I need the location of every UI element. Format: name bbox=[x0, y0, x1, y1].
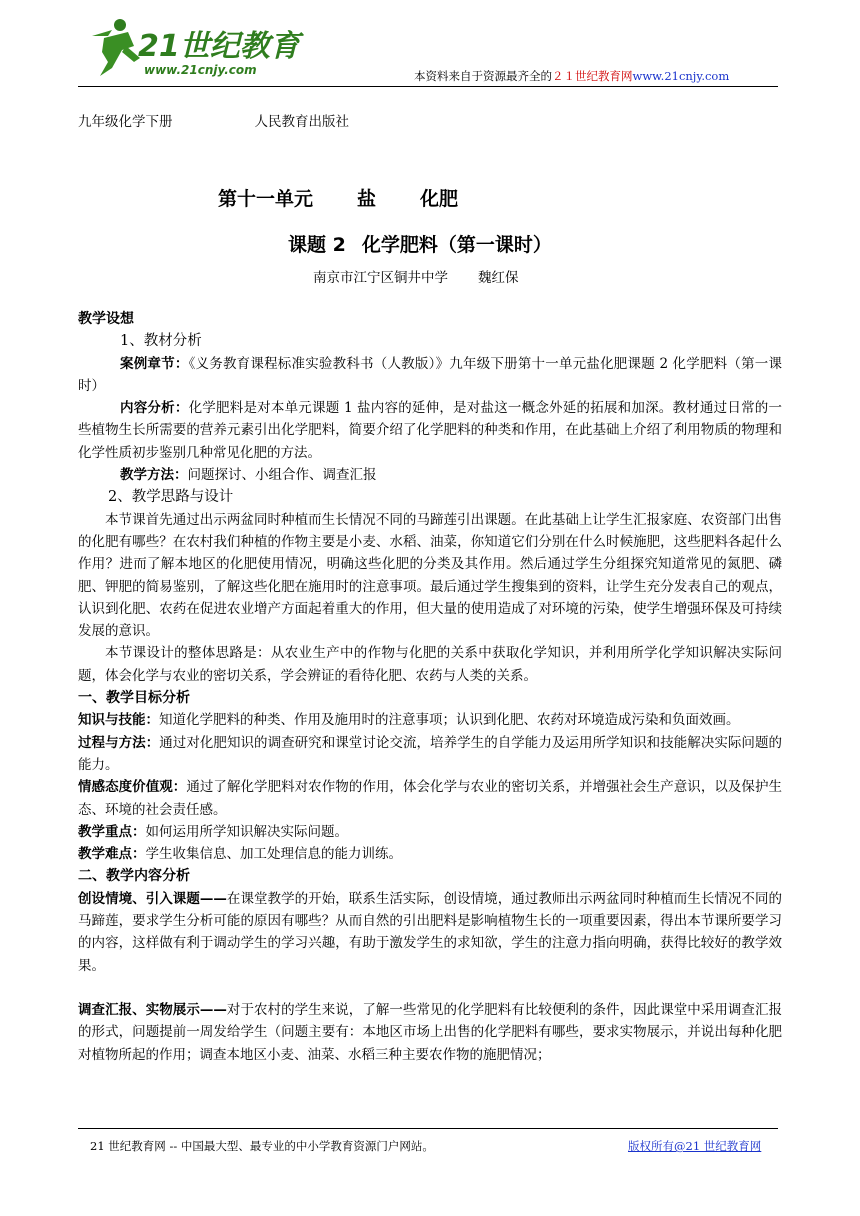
paragraph-emotion: 情感态度价值观：通过了解化学肥料对农作物的作用，体会化学与农业的密切关系，并增强社会生产意识，以及保护生态、环境的社会责任感。 bbox=[78, 779, 783, 818]
book-publisher: 人民教育出版社 bbox=[254, 114, 349, 130]
book-grade: 九年级化学下册 bbox=[78, 114, 173, 130]
logo-url: www.21cnjy.com bbox=[144, 63, 257, 77]
paragraph-knowledge: 知识与技能：知道化学肥料的种类、作用及施用时的注意事项；认识到化肥、农药对环境造成污染和负面效画。 bbox=[78, 712, 740, 729]
paragraph-intro: 创设情境、引入课题——在课堂教学的开始，联系生活实际，创设情境，通过教师出示两盆同时种植而生长情况不同的马蹄莲，要求学生分析可能的原因有哪些？从而自然的引出肥料是影响植物生长的一项重要因素，得出本节课所要学习的内容，这样做有利于调动学生的学习兴趣，有助于激发学生的求知欲，学生的注意力指向明确，获得比较好的教学效果。 bbox=[78, 890, 783, 974]
footer-tagline: 21 世纪教育网 -- 中国最大型、最专业的中小学教育资源门户网站。 bbox=[90, 1139, 434, 1153]
header-note bbox=[414, 68, 729, 84]
lesson-number: 课题 2 bbox=[288, 234, 346, 256]
unit-number: 第十一单元 bbox=[218, 188, 314, 210]
header-note-prefix: 本资料来自于资源最齐全的 bbox=[414, 69, 552, 83]
site-logo bbox=[82, 16, 322, 84]
paragraph-key-point: 教学重点：如何运用所学知识解决实际问题。 bbox=[78, 823, 348, 840]
lesson-name: 化学肥料（第一课时） bbox=[361, 234, 552, 256]
author-school: 南京市江宁区铜井中学 bbox=[313, 270, 448, 286]
paragraph-design: 本节课首先通过出示两盆同时种植而生长情况不同的马蹄莲引出课题。在此基础上让学生汇报家庭、农资部门出售的化肥有哪些？在农村我们种植的作物主要是小麦、水稻、油菜，你知道它们分别在什么时候施肥，这些肥料各起什么作用？进而了解本地区的化肥使用情况，明确这些化肥的分类及其作用。然后通过学生分组探究知道常见的氮肥、磷肥、钾肥的简易鉴别，了解这些化肥在施用时的注意事项。最后通过学生搜集到的资料，让学生充分发表自己的观点，认识到化肥、农药在促进农业增产方面起着重大的作用，但大量的使用造成了对环境的污染，使学生增强环保及可持续发展的意识。 bbox=[78, 511, 782, 640]
paragraph-process: 过程与方法：通过对化肥知识的调查研究和课堂讨论交流，培养学生的自学能力及运用所学知识和技能解决实际问题的能力。 bbox=[78, 734, 783, 773]
paragraph-content: 内容分析：化学肥料是对本单元课题 1 盐内容的延伸，是对盐这一概念外延的拓展和加深。教材通过日常的一些植物生长所需要的营养元素引出化学肥料，简要介绍了化学肥料的种类和作用，在此基础上介绍了利用物质的物理和化学性质初步鉴别几种常见化肥的方法。 bbox=[78, 400, 783, 461]
author-name: 魏红保 bbox=[478, 270, 519, 286]
author-line bbox=[313, 266, 519, 286]
header-note-brand: ２１世纪教育网 bbox=[552, 69, 633, 83]
unit-topic-salt: 盐 bbox=[357, 188, 377, 210]
subsection-heading: 1、教材分析 bbox=[120, 333, 202, 350]
section-heading: 二、教学内容分析 bbox=[78, 868, 190, 885]
paragraph-survey: 调查汇报、实物展示——对于农村的学生来说，了解一些常见的化学肥料有比较便利的条件，因此课堂中采用调查汇报的形式，问题提前一周发给学生（问题主要有：本地区市场上出售的化学肥料有哪些，要求实物展示，并说出每种化肥对植物所起的作用；调查本地区小麦、油菜、水稻三种主要农作物的施肥情况； bbox=[78, 1001, 783, 1063]
paragraph-design: 本节课设计的整体思路是：从农业生产中的作物与化肥的关系中获取化学知识，并利用所学化学知识解决实际问题，体会化学与农业的密切关系，学会辨证的看待化肥、农药与人类的关系。 bbox=[78, 645, 782, 684]
unit-topic-fertilizer: 化肥 bbox=[420, 188, 459, 210]
header-note-url[interactable]: www.21cnjy.com bbox=[632, 69, 730, 83]
running-figure-icon bbox=[92, 19, 140, 76]
paragraph-gap bbox=[78, 977, 782, 999]
section-heading: 一、教学目标分析 bbox=[78, 690, 190, 707]
footer-copyright-link[interactable]: 版权所有@21 世纪教育网 bbox=[628, 1139, 762, 1153]
paragraph-chapter: 案例章节：《义务教育课程标准实验教科书（人教版）》九年级下册第十一单元盐化肥课题 2 化学肥料（第一课时） bbox=[78, 355, 783, 394]
book-info bbox=[78, 110, 349, 130]
header-divider bbox=[78, 86, 778, 87]
paragraph-method: 教学方法：问题探讨、小组合作、调查汇报 bbox=[120, 467, 377, 484]
subsection-heading: 2、教学思路与设计 bbox=[108, 489, 234, 506]
document-body bbox=[78, 308, 782, 1066]
paragraph-difficulty: 教学难点：学生收集信息、加工处理信息的能力训练。 bbox=[78, 846, 402, 863]
unit-title bbox=[218, 184, 458, 211]
section-heading: 教学设想 bbox=[78, 311, 134, 327]
footer-divider bbox=[78, 1128, 778, 1129]
logo-text: 21世纪教育 bbox=[138, 29, 300, 64]
lesson-title bbox=[288, 230, 552, 257]
